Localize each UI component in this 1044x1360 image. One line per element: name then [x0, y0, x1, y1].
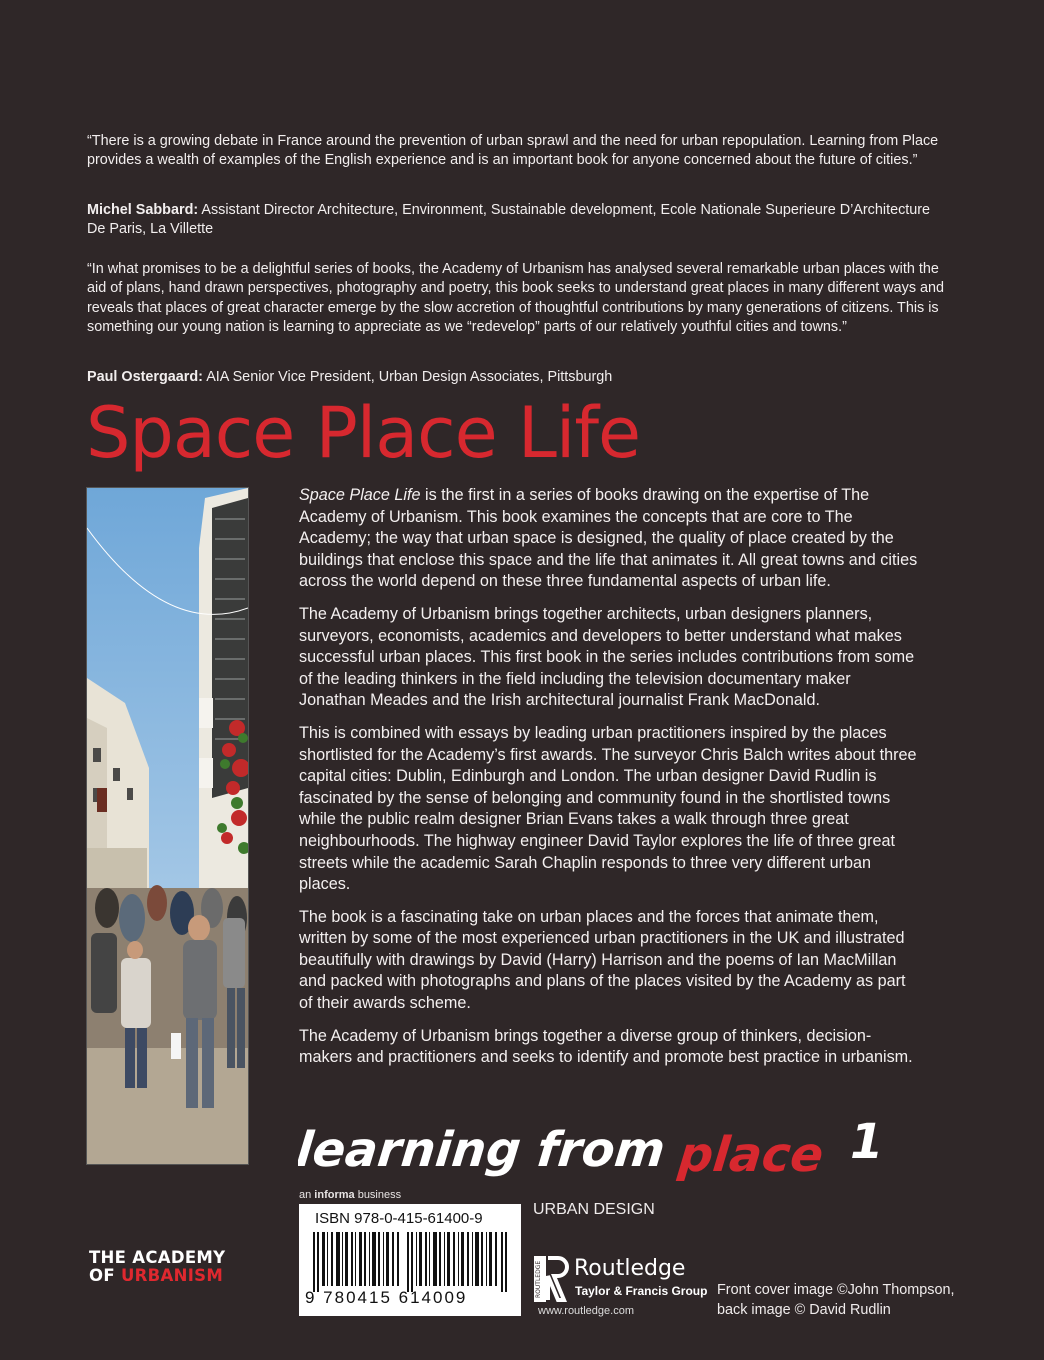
series-logo-red-text: place — [675, 1127, 827, 1183]
description-paragraph-1 — [299, 485, 919, 593]
description-paragraph-2: The Academy of Urbanism brings together architects, urban designers planners, surveyors, economists, academics and developers to better understand what makes successful urban places. This first book in the series includes contributions from some of the leading thinkers in the field including the television documentary maker Jonathan Meades and the Irish architectural journalist Frank MacDonald. — [299, 604, 915, 710]
endorsement-role-1: Assistant Director Architecture, Environment, Sustainable development, Ecole Nationale Superieure D’Architecture De Paris, La Villette — [87, 202, 931, 238]
endorsement-quote-1: “There is a growing debate in France around the prevention of urban sprawl and the need for urban repopulation. Learning from Place provides a wealth of examples of the English experience and is an important book for anyone concerned about the future of cities.” — [87, 133, 939, 169]
endorsement-author-1: Michel Sabbard: — [87, 202, 199, 218]
barcode-bars — [313, 1232, 513, 1292]
image-credit-line-2: back image © David Rudlin — [717, 1301, 891, 1318]
image-credits — [717, 1281, 955, 1320]
informa-prefix: an — [299, 1189, 315, 1201]
description-paragraph-3: This is combined with essays by leading urban practitioners inspired by the places shortlisted for the Academy’s first awards. The surveyor Chris Balch writes about three capital cities: Dublin, Edinburgh and London. The urban designer David Rudlin is fascinated by the sense of belonging and community found in the shortlisted towns while the public realm designer Brian Evans takes a walk through three great neighbourhoods. The highway engineer David Taylor explores the life of three great streets while the academic Sarah Chaplin responds to three very different urban places. — [299, 723, 917, 894]
endorsement-role-2: AIA Senior Vice President, Urban Design Associates, Pittsburgh — [206, 369, 613, 385]
description-paragraph-5: The Academy of Urbanism brings together a diverse group of thinkers, decision-makers and practitioners and seeks to identify and promote best practice in urbanism. — [299, 1026, 913, 1067]
endorsement-quote-2: “In what promises to be a delightful series of books, the Academy of Urbanism has analysed several remarkable urban places with the aid of plans, hand drawn perspectives, photography and poetry, this book seeks to understand great places in many different ways and reveals that places of great character emerge by the slow accretion of thoughtful contributions by many generations of citizens. This is something our young nation is learning to appreciate as we “redevelop” parts of our relatively youthful cities and towns.” — [87, 261, 945, 336]
description-paragraph-1-text: is the first in a series of books drawing on the expertise of The Academy of Urbanism. This book examines the concepts that are core to The Academy; the way that urban space is designed, the quality of place created by the buildings that enclose this space and the life that animates it. All great towns and cities across the world depend on these three fundamental aspects of urban life. — [299, 486, 918, 591]
academy-logo-urbanism: URBANISM — [120, 1266, 224, 1285]
academy-of-urbanism-logo — [89, 1249, 225, 1285]
image-credit-line-1: Front cover image ©John Thompson, — [717, 1282, 955, 1298]
publisher-group: Taylor & Francis Group — [575, 1284, 708, 1298]
informa-business-label — [299, 1189, 401, 1201]
routledge-spine-label: ROUTLEDGE — [535, 1260, 542, 1298]
series-logo — [298, 1116, 888, 1190]
academy-logo-line-2 — [89, 1267, 225, 1285]
isbn-number: ISBN 978-0-415-61400-9 — [315, 1210, 483, 1227]
street-photo — [86, 487, 249, 1165]
academy-logo-of: OF — [89, 1266, 121, 1285]
endorsement-attribution-1 — [87, 201, 947, 240]
informa-suffix: business — [354, 1189, 402, 1201]
isbn-barcode — [299, 1204, 521, 1316]
publisher-url: www.routledge.com — [538, 1305, 634, 1317]
publisher-name: Routledge — [574, 1256, 686, 1281]
academy-logo-line-1: THE ACADEMY — [89, 1248, 226, 1267]
book-title: Space Place Life — [86, 392, 641, 474]
series-logo-number: 1 — [850, 1116, 884, 1170]
series-logo-white-text: learning from — [298, 1122, 668, 1178]
routledge-r-icon — [532, 1252, 572, 1312]
description-paragraph-4: The book is a fascinating take on urban places and the forces that animate them, written by some of the most experienced urban practitioners in the UK and illustrated beautifully with drawings by David (Harry) Harrison and the poems of Ian MacMillan and packed with photographs and plans of the places visited by the Academy as part of their awards scheme. — [299, 907, 906, 1013]
back-cover-description — [299, 485, 919, 1080]
endorsement-attribution-2 — [87, 368, 947, 387]
subject-category: URBAN DESIGN — [533, 1201, 655, 1218]
barcode-digits: 9 780415 614009 — [305, 1288, 468, 1307]
informa-brand: informa — [314, 1189, 355, 1201]
description-title-italic: Space Place Life — [299, 486, 421, 504]
endorsement-author-2: Paul Ostergaard: — [87, 369, 203, 385]
